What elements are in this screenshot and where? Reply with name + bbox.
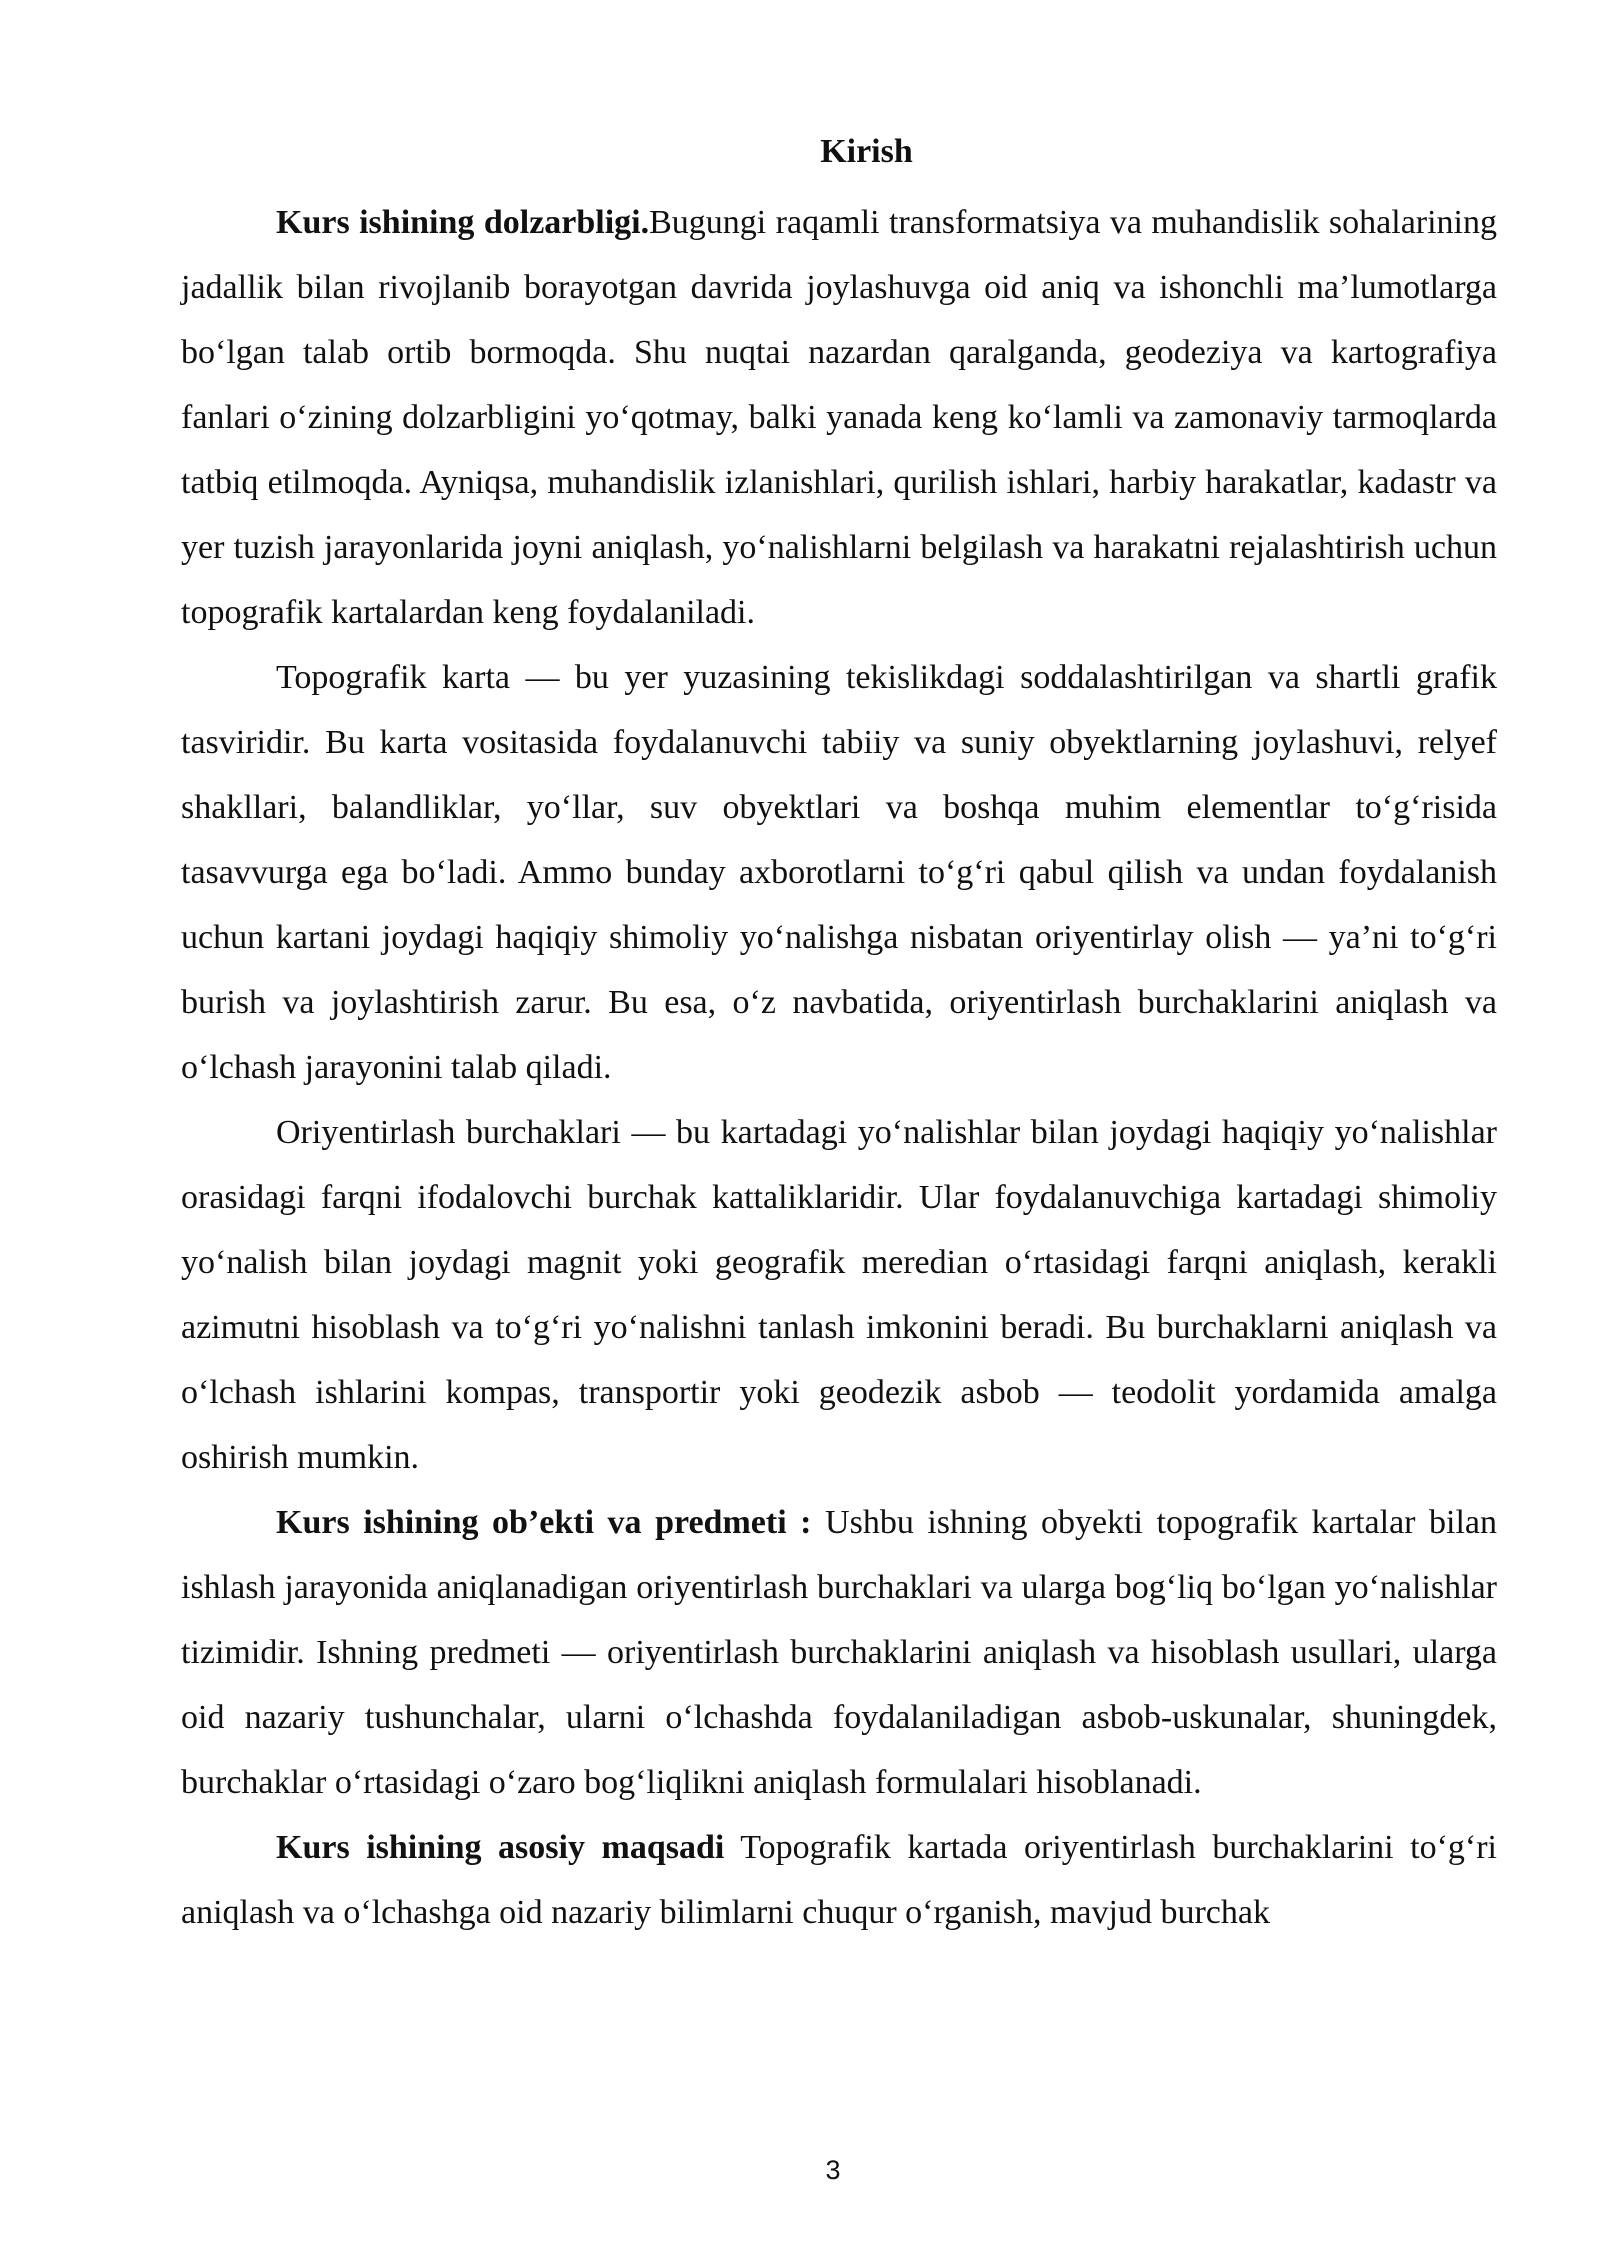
document-title: Kirish	[820, 133, 913, 170]
paragraph-lead: Kurs ishining ob’ekti va predmeti :	[276, 1504, 812, 1541]
paragraph-text: Ushbu ishning obyekti topografik kartalar bilan ishlash jarayonida aniqlanadigan oriyentirlash burchaklari va ularga bog‘liq bo‘lgan yo‘nalishlar tizimidir. Ishning predmeti — oriyentirlash burchaklarini aniqlash va hisoblash usullari, ularga oid nazariy tushunchalar, ularni o‘lchashda foydalaniladigan asbob-uskunalar, shuningdek, burchaklar o‘rtasidagi o‘zaro bog‘liqlikni aniqlash formulalari hisoblanadi.	[181, 1504, 1497, 1801]
paragraph-text: Oriyentirlash burchaklari — bu kartadagi yo‘nalishlar bilan joydagi haqiqiy yo‘nalishlar orasidagi farqni ifodalovchi burchak kattaliklaridir. Ular foydalanuvchiga kartadagi shimoliy yo‘nalish bilan joydagi magnit yoki geografik meredian o‘rtasidagi farqni aniqlash, kerakli azimutni hisoblash va to‘g‘ri yo‘nalishni tanlash imkonini beradi. Bu burchaklarni aniqlash va o‘lchash ishlarini kompas, transportir yoki geodezik asbob — teodolit yordamida amalga oshirish mumkin.	[181, 1114, 1497, 1476]
paragraph-lead: Kurs ishining dolzarbligi.	[276, 204, 650, 241]
paragraph-object-subject	[181, 1490, 1497, 1815]
paragraph-text: Topografik kartada oriyentirlash burchaklarini to‘g‘ri aniqlash va o‘lchashga oid nazariy bilimlarni chuqur o‘rganish, mavjud burchak	[181, 1829, 1497, 1931]
paragraph-orientation-angles	[181, 1100, 1497, 1490]
paragraph-text: Bugungi raqamli transformatsiya va muhandislik sohalarining jadallik bilan rivojlanib borayotgan davrida joylashuvga oid aniq va ishonchli ma’lumotlarga bo‘lgan talab ortib bormoqda. Shu nuqtai nazardan qaralganda, geodeziya va kartografiya fanlari o‘zining dolzarbligini yo‘qotmay, balki yanada keng ko‘lamli va zamonaviy tarmoqlarda tatbiq etilmoqda. Ayniqsa, muhandislik izlanishlari, qurilish ishlari, harbiy harakatlar, kadastr va yer tuzish jarayonlarida joyni aniqlash, yo‘nalishlarni belgilash va harakatni rejalashtirish uchun topografik kartalardan keng foydalaniladi.	[181, 204, 1497, 631]
paragraph-text: Topografik karta — bu yer yuzasining tekislikdagi soddalashtirilgan va shartli grafik tasviridir. Bu karta vositasida foydalanuvchi tabiiy va suniy obyektlarning joylashuvi, relyef shakllari, balandliklar, yo‘llar, suv obyektlari va boshqa muhim elementlar to‘g‘risida tasavvurga ega bo‘ladi. Ammo bunday axborotlarni to‘g‘ri qabul qilish va undan foydalanish uchun kartani joydagi haqiqiy shimoliy yo‘nalishga nisbatan oriyentirlay olish — ya’ni to‘g‘ri burish va joylashtirish zarur. Bu esa, o‘z navbatida, oriyentirlash burchaklarini aniqlash va o‘lchash jarayonini talab qiladi.	[181, 659, 1497, 1086]
paragraph-main-goal	[181, 1815, 1497, 1945]
page-number: 3	[825, 2155, 841, 2185]
paragraph-lead: Kurs ishining asosiy maqsadi	[276, 1829, 725, 1866]
paragraph-topographic-map	[181, 645, 1497, 1100]
paragraph-relevance	[181, 190, 1497, 645]
document-body	[181, 190, 1497, 1945]
